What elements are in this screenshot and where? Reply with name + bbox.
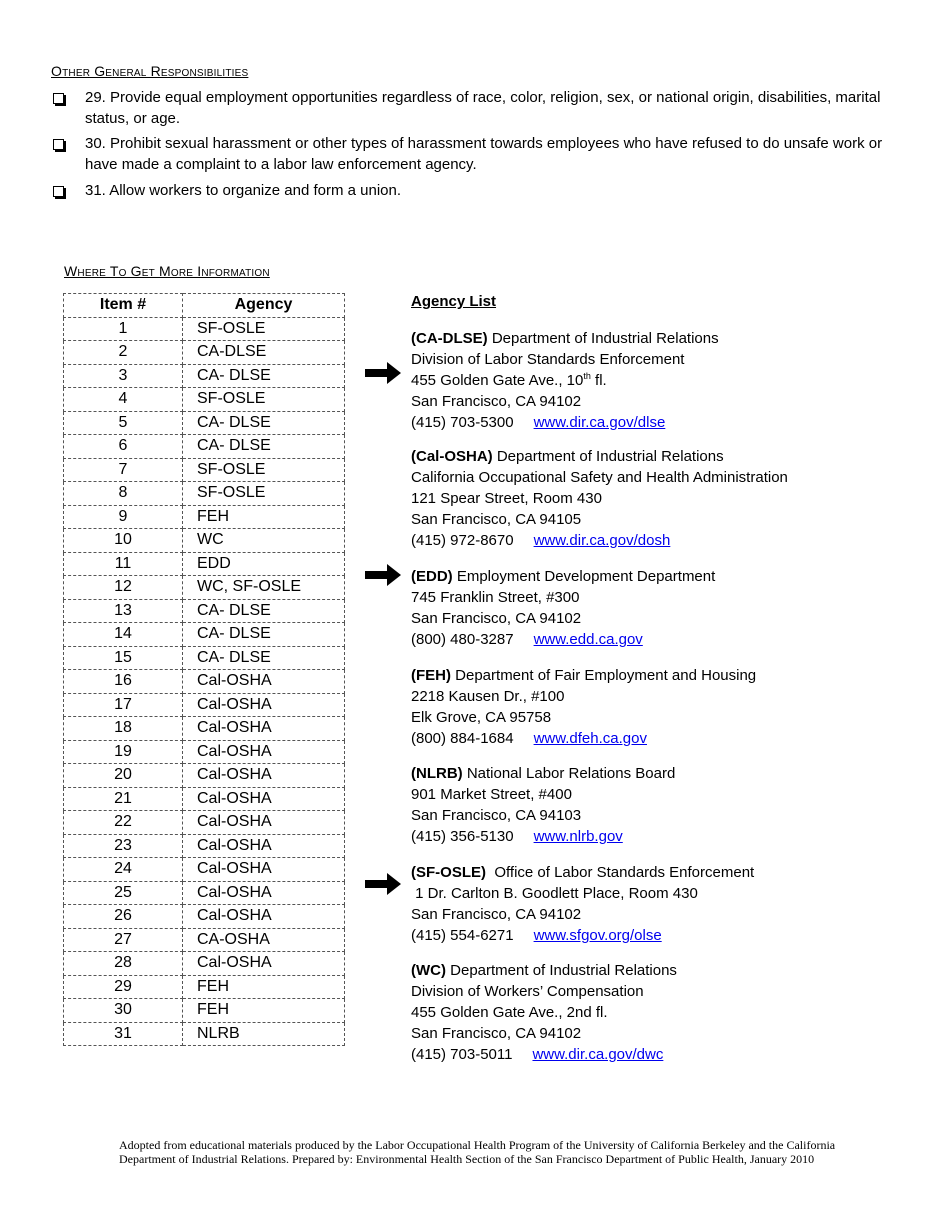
table-row xyxy=(64,411,345,435)
agency-cell: CA- DLSE xyxy=(183,435,345,459)
agency-entry-wc xyxy=(411,960,841,1065)
item-number-cell: 2 xyxy=(64,341,183,365)
agency-abbr: (WC) xyxy=(411,962,446,979)
agency-entry-nlrb xyxy=(411,763,841,847)
agency-cell: WC xyxy=(183,529,345,553)
table-row xyxy=(64,505,345,529)
agency-phone: (415) 356-5130 xyxy=(411,828,514,845)
table-row xyxy=(64,740,345,764)
item-number-cell: 3 xyxy=(64,364,183,388)
item-number-cell: 22 xyxy=(64,811,183,835)
agency-name: Office of Labor Standards Enforcement xyxy=(486,864,755,881)
agency-abbr: (Cal-OSHA) xyxy=(411,448,493,465)
arrow-right-icon xyxy=(365,362,401,384)
table-row xyxy=(64,717,345,741)
table-row xyxy=(64,693,345,717)
agency-entry-ca-dlse xyxy=(411,328,841,433)
agency-entry-sf-osle xyxy=(411,862,841,946)
item-number-cell: 13 xyxy=(64,599,183,623)
table-row xyxy=(64,576,345,600)
agency-cell: SF-OSLE xyxy=(183,388,345,412)
agency-entry-edd xyxy=(411,566,841,650)
agency-cell: CA-DLSE xyxy=(183,341,345,365)
agency-cell: CA-OSHA xyxy=(183,928,345,952)
agency-abbr: (EDD) xyxy=(411,568,453,585)
item-number-cell: 30 xyxy=(64,999,183,1023)
item-number-cell: 8 xyxy=(64,482,183,506)
agency-line: California Occupational Safety and Health Administration xyxy=(411,469,788,486)
checkbox-icon[interactable] xyxy=(53,186,64,197)
item-number-cell: 29 xyxy=(64,975,183,999)
item-number-cell: 31 xyxy=(64,1022,183,1046)
agency-table xyxy=(63,293,345,1046)
agency-cell: CA- DLSE xyxy=(183,364,345,388)
item-number-header: Item # xyxy=(64,294,183,318)
agency-line: 1 Dr. Carlton B. Goodlett Place, Room 430 xyxy=(411,885,698,902)
agency-cell: FEH xyxy=(183,999,345,1023)
table-row xyxy=(64,881,345,905)
checkbox-icon[interactable] xyxy=(53,93,64,104)
agency-phone: (415) 554-6271 xyxy=(411,927,514,944)
agency-abbr: (NLRB) xyxy=(411,765,463,782)
table-row xyxy=(64,388,345,412)
agency-cell: Cal-OSHA xyxy=(183,881,345,905)
agency-cell: NLRB xyxy=(183,1022,345,1046)
table-row xyxy=(64,435,345,459)
agency-cell: Cal-OSHA xyxy=(183,858,345,882)
item-number-cell: 12 xyxy=(64,576,183,600)
agency-entry-cal-osha xyxy=(411,446,841,551)
item-number-cell: 1 xyxy=(64,317,183,341)
agency-cell: FEH xyxy=(183,505,345,529)
table-row xyxy=(64,975,345,999)
agency-address: 455 Golden Gate Ave., 10th fl. xyxy=(411,371,607,389)
agency-cell: SF-OSLE xyxy=(183,317,345,341)
table-row xyxy=(64,858,345,882)
checkbox-icon[interactable] xyxy=(53,139,64,150)
item-number-cell: 24 xyxy=(64,858,183,882)
item-number-cell: 10 xyxy=(64,529,183,553)
agency-link[interactable]: www.sfgov.org/olse xyxy=(533,927,662,944)
item-number-cell: 23 xyxy=(64,834,183,858)
table-row xyxy=(64,317,345,341)
agency-cell: CA- DLSE xyxy=(183,623,345,647)
table-row xyxy=(64,834,345,858)
item-number-cell: 11 xyxy=(64,552,183,576)
agency-link[interactable]: www.edd.ca.gov xyxy=(533,631,643,648)
agency-line: Division of Workers’ Compensation xyxy=(411,983,644,1000)
item-number-cell: 5 xyxy=(64,411,183,435)
agency-abbr: (FEH) xyxy=(411,667,451,684)
responsibility-text: 29. Provide equal employment opportunities regardless of race, color, religion, sex, or national origin, disabilities, marital status, or age. xyxy=(85,89,881,127)
agency-cell: Cal-OSHA xyxy=(183,764,345,788)
agency-cell: Cal-OSHA xyxy=(183,740,345,764)
item-number-cell: 28 xyxy=(64,952,183,976)
agency-line: Division of Labor Standards Enforcement xyxy=(411,351,685,368)
agency-link[interactable]: www.dir.ca.gov/dosh xyxy=(533,532,671,549)
agency-entry-feh xyxy=(411,665,841,749)
agency-abbr: (SF-OSLE) xyxy=(411,864,486,881)
item-number-cell: 4 xyxy=(64,388,183,412)
agency-name: Department of Industrial Relations xyxy=(487,330,719,347)
footer-note: Adopted from educational materials produced by the Labor Occupational Health Program of the University of California Berkeley and the California Department of Industrial Relations. Prepared by: Environmental Health Section of the San Francisco Department of Public Health, January 2010 xyxy=(119,1138,836,1166)
agency-cell: SF-OSLE xyxy=(183,458,345,482)
table-row xyxy=(64,482,345,506)
agency-city: San Francisco, CA 94102 xyxy=(411,906,582,923)
item-number-cell: 27 xyxy=(64,928,183,952)
item-number-cell: 26 xyxy=(64,905,183,929)
item-number-cell: 20 xyxy=(64,764,183,788)
agency-line: 455 Golden Gate Ave., 2nd fl. xyxy=(411,1004,608,1021)
table-row xyxy=(64,670,345,694)
agency-cell: Cal-OSHA xyxy=(183,693,345,717)
item-number-cell: 14 xyxy=(64,623,183,647)
item-number-cell: 17 xyxy=(64,693,183,717)
table-row xyxy=(64,458,345,482)
item-number-cell: 7 xyxy=(64,458,183,482)
arrow-right-icon xyxy=(365,564,401,586)
table-row xyxy=(64,646,345,670)
agency-cell: EDD xyxy=(183,552,345,576)
more-info-title: Where To Get More Information xyxy=(64,263,270,279)
table-row xyxy=(64,952,345,976)
table-row xyxy=(64,764,345,788)
item-number-cell: 19 xyxy=(64,740,183,764)
agency-city: San Francisco, CA 94103 xyxy=(411,807,582,824)
agency-cell: CA- DLSE xyxy=(183,646,345,670)
agency-name: Department of Industrial Relations xyxy=(445,962,677,979)
agency-cell: Cal-OSHA xyxy=(183,834,345,858)
table-row xyxy=(64,341,345,365)
table-row xyxy=(64,623,345,647)
table-row xyxy=(64,552,345,576)
agency-cell: Cal-OSHA xyxy=(183,787,345,811)
item-number-cell: 9 xyxy=(64,505,183,529)
agency-line: 121 Spear Street, Room 430 xyxy=(411,490,602,507)
agency-line: 901 Market Street, #400 xyxy=(411,786,572,803)
agency-phone: (415) 972-8670 xyxy=(411,532,514,549)
agency-name: National Labor Relations Board xyxy=(462,765,676,782)
item-number-cell: 15 xyxy=(64,646,183,670)
table-header-row xyxy=(64,294,345,318)
table-row xyxy=(64,928,345,952)
agency-line: 2218 Kausen Dr., #100 xyxy=(411,688,565,705)
agency-phone: (415) 703-5011 xyxy=(411,1046,513,1063)
agency-city: San Francisco, CA 94102 xyxy=(411,610,582,627)
table-row xyxy=(64,599,345,623)
agency-cell: CA- DLSE xyxy=(183,599,345,623)
agency-name: Employment Development Department xyxy=(452,568,716,585)
table-row xyxy=(64,787,345,811)
agency-phone: (800) 884-1684 xyxy=(411,730,514,747)
agency-cell: Cal-OSHA xyxy=(183,717,345,741)
agency-link[interactable]: www.nlrb.gov xyxy=(533,828,623,845)
table-row xyxy=(64,905,345,929)
responsibility-text: 31. Allow workers to organize and form a union. xyxy=(85,182,402,199)
agency-cell: Cal-OSHA xyxy=(183,952,345,976)
agency-city: San Francisco, CA 94102 xyxy=(411,393,582,410)
table-row xyxy=(64,811,345,835)
agency-link[interactable]: www.dir.ca.gov/dwc xyxy=(532,1046,664,1063)
agency-cell: Cal-OSHA xyxy=(183,811,345,835)
agency-cell: FEH xyxy=(183,975,345,999)
agency-name: Department of Fair Employment and Housing xyxy=(451,667,757,684)
agency-cell: SF-OSLE xyxy=(183,482,345,506)
agency-cell: Cal-OSHA xyxy=(183,670,345,694)
table-row xyxy=(64,364,345,388)
responsibility-text: 30. Prohibit sexual harassment or other types of harassment towards employees who have refused to do unsafe work or have made a complaint to a labor law enforcement agency. xyxy=(85,135,883,173)
item-number-cell: 21 xyxy=(64,787,183,811)
item-number-cell: 18 xyxy=(64,717,183,741)
agency-line: 745 Franklin Street, #300 xyxy=(411,589,580,606)
agency-phone: (800) 480-3287 xyxy=(411,631,514,648)
agency-cell: Cal-OSHA xyxy=(183,905,345,929)
agency-cell: WC, SF-OSLE xyxy=(183,576,345,600)
agency-city: Elk Grove, CA 95758 xyxy=(411,709,552,726)
item-number-cell: 16 xyxy=(64,670,183,694)
agency-name: Department of Industrial Relations xyxy=(492,448,724,465)
agency-abbr: (CA-DLSE) xyxy=(411,330,488,347)
agency-list-title: Agency List xyxy=(411,293,497,310)
agency-header: Agency xyxy=(183,294,345,318)
agency-link[interactable]: www.dfeh.ca.gov xyxy=(533,730,647,747)
item-number-cell: 6 xyxy=(64,435,183,459)
agency-city: San Francisco, CA 94105 xyxy=(411,511,582,528)
item-number-cell: 25 xyxy=(64,881,183,905)
agency-city: San Francisco, CA 94102 xyxy=(411,1025,582,1042)
agency-phone: (415) 703-5300 xyxy=(411,414,514,431)
table-row xyxy=(64,1022,345,1046)
arrow-right-icon xyxy=(365,873,401,895)
table-row xyxy=(64,999,345,1023)
responsibilities-title: Other General Responsibilities xyxy=(51,63,249,79)
agency-link[interactable]: www.dir.ca.gov/dlse xyxy=(533,414,666,431)
table-row xyxy=(64,529,345,553)
agency-cell: CA- DLSE xyxy=(183,411,345,435)
